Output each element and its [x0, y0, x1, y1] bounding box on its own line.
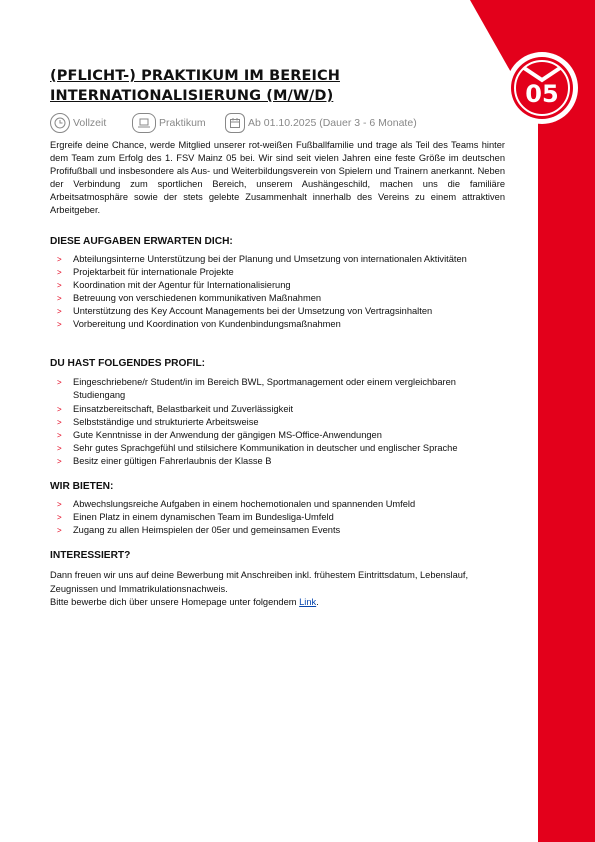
list-item: > Gute Kenntnisse in der Anwendung der gängigen MS-Office-Anwendungen	[50, 429, 505, 442]
title-line-1: (PFLICHT-) PRAKTIKUM IM BEREICH	[50, 68, 340, 84]
offer-heading: WIR BIETEN:	[50, 480, 114, 492]
list-item: > Unterstützung des Key Account Managements bei der Umsetzung von Vertragsinhalten	[50, 305, 505, 318]
laptop-icon	[132, 113, 156, 133]
meta-type	[132, 112, 206, 134]
job-description	[50, 139, 505, 609]
list-item: > Besitz einer gültigen Fahrerlaubnis der Klasse B	[50, 455, 505, 468]
list-item: > Projektarbeit für internationale Projekte	[50, 266, 505, 279]
profile-list	[50, 376, 505, 468]
tasks-list	[50, 253, 505, 332]
meta-start-label: Ab 01.10.2025 (Dauer 3 - 6 Monate)	[248, 117, 417, 129]
interest-heading: INTERESSIERT?	[50, 550, 131, 562]
list-item: > Einen Platz in einem dynamischen Team im Bundesliga-Umfeld	[50, 511, 505, 524]
intro-text: Ergreife deine Chance, werde Mitglied unserer rot-weißen Fußballfamilie und trage als Teil des Teams hinter dem Team zum Erfolg des 1. FSV Mainz 05 bei. Wir sind seit vielen Jahren eine feste Größe im deutschen Profifußball und insbesondere als Aus- und Weiterbildungsverein von Spielern und Trainern anerkannt. Neben der Verbindung zum sportlichen Bereich, unserem Aushängeschild, machen uns die familiäre Arbeitsatmosphäre sowie der stets gelebte Zusammenhalt innerhalb des Vereins zu einem attraktiven Arbeitgeber.	[50, 140, 505, 216]
list-item: > Zugang zu allen Heimspielen der 05er und gemeinsamen Events	[50, 524, 505, 537]
list-item: > Einsatzbereitschaft, Belastbarkeit und Zuverlässigkeit	[50, 403, 505, 416]
list-item: > Selbstständige und strukturierte Arbeitsweise	[50, 416, 505, 429]
apply-period: .	[316, 596, 319, 607]
red-side-band	[538, 0, 595, 842]
list-item: > Koordination mit der Agentur für Internationalisierung	[50, 279, 505, 292]
apply-text: Bitte bewerbe dich über unsere Homepage unter folgendem	[50, 596, 297, 607]
list-item: > Abwechslungsreiche Aufgaben in einem hochemotionalen und spannenden Umfeld	[50, 498, 505, 511]
title-line-2: INTERNATIONALISIERUNG (M/W/D)	[50, 88, 334, 104]
logo-text: 05	[525, 80, 559, 108]
interest-text: Dann freuen wir uns auf deine Bewerbung mit Anschreiben inkl. frühestem Eintrittsdatum, Lebenslauf, Zeugnissen und Immatrikulationsnachweis.	[50, 570, 469, 594]
interest-apply-line	[50, 596, 505, 609]
tasks-heading: DIESE AUFGABEN ERWARTEN DICH:	[50, 235, 233, 247]
apply-link[interactable]: Link	[299, 596, 317, 607]
list-item: > Sehr gutes Sprachgefühl und stilsichere Kommunikation in deutscher und englischer Sprache	[50, 442, 505, 455]
calendar-icon	[225, 113, 245, 133]
list-item: > Betreuung von verschiedenen kommunikativen Maßnahmen	[50, 292, 505, 305]
meta-type-label: Praktikum	[159, 117, 206, 129]
meta-start	[225, 112, 417, 134]
meta-employment	[50, 112, 106, 134]
list-item: > Abteilungsinterne Unterstützung bei der Planung und Umsetzung von internationalen Aktivitäten	[50, 253, 505, 266]
job-meta-row	[50, 112, 520, 134]
meta-employment-label: Vollzeit	[73, 117, 107, 129]
profile-heading: DU HAST FOLGENDES PROFIL:	[50, 358, 206, 370]
page-title	[50, 66, 520, 106]
clock-icon	[50, 113, 70, 133]
list-item: > Vorbereitung und Koordination von Kundenbindungsmaßnahmen	[50, 318, 505, 331]
offer-list	[50, 498, 505, 537]
list-item: > Eingeschriebene/r Student/in im Bereich BWL, Sportmanagement oder einem vergleichbaren Studiengang	[50, 376, 505, 402]
